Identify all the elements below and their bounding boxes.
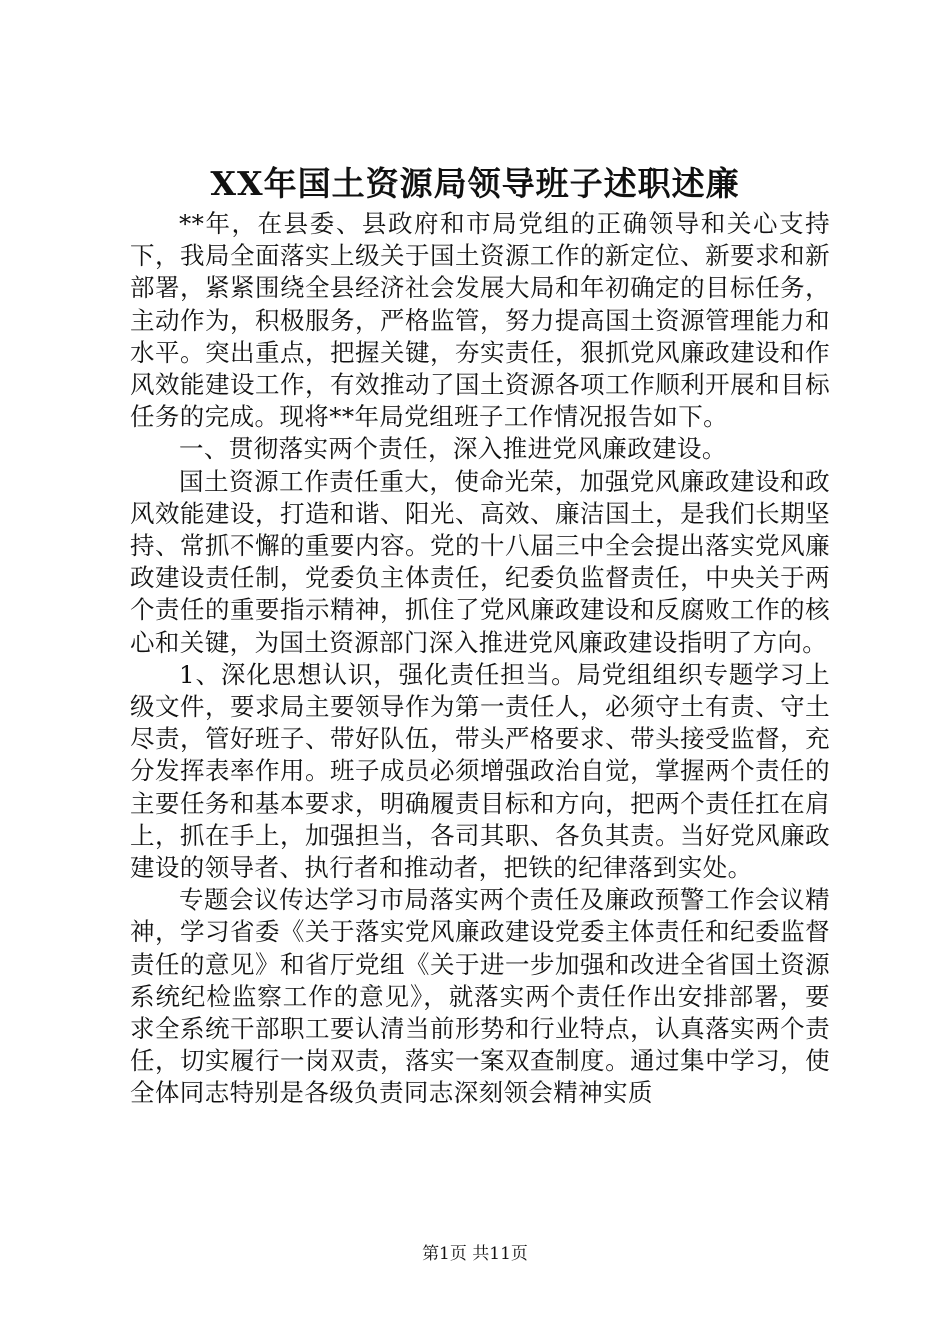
section-heading-1: 一、贯彻落实两个责任，深入推进党风廉政建设。 [179, 434, 727, 464]
paragraph-intro: **年，在县委、县政府和市局党组的正确领导和关心支持下，我局全面落实上级关于国土资源工作的新定位、新要求和新部署，紧紧围绕全县经济社会发展大局和年初确定的目标任务，主动作为，积极服务，严格监管，努力提高国土资源管理能力和水平。突出重点，把握关键，夯实责任，狠抓党风廉政建设和作风效能建设工作，有效推动了国土资源各项工作顺利开展和目标任务的完成。现将**年局党组班子工作情况报告如下。 [130, 209, 830, 432]
document-body [130, 208, 830, 1110]
page-number-footer: 第1页 共11页 [422, 1244, 528, 1264]
paragraph-section-1: 国土资源工作责任重大，使命光荣，加强党风廉政建设和政风效能建设，打造和谐、阳光、高效、廉洁国土，是我们长期坚持、常抓不懈的重要内容。党的十八届三中全会提出落实党风廉政建设责任制，党委负主体责任，纪委负监督责任，中央关于两个责任的重要指示精神，抓住了党风廉政建设和反腐败工作的核心和关键，为国土资源部门深入推进党风廉政建设指明了方向。 [130, 466, 830, 657]
paragraph-item-1: 1、深化思想认识，强化责任担当。局党组组织专题学习上级文件，要求局主要领导作为第一责任人，必须守土有责、守土尽责，管好班子、带好队伍，带头严格要求、带头接受监督，充分发挥表率作用。班子成员必须增强政治自觉，掌握两个责任的主要任务和基本要求，明确履责目标和方向，把两个责任扛在肩上，抓在手上，加强担当，各司其职、各负其责。当好党风廉政建设的领导者、执行者和推动者，把铁的纪律落到实处。 [130, 659, 830, 883]
paragraph-meeting: 专题会议传达学习市局落实两个责任及廉政预警工作会议精神，学习省委《关于落实党风廉政建设党委主体责任和纪委监督责任的意见》和省厅党组《关于进一步加强和改进全省国土资源系统纪检监察工作的意见》，就落实两个责任作出安排部署，要求全系统干部职工要认清当前形势和行业特点，认真落实两个责任，切实履行一岗双责，落实一案双查制度。通过集中学习，使全体同志特别是各级负责同志深刻领会精神实质 [130, 885, 830, 1108]
document-title: XX年国土资源局领导班子述职述廉 [210, 164, 740, 203]
